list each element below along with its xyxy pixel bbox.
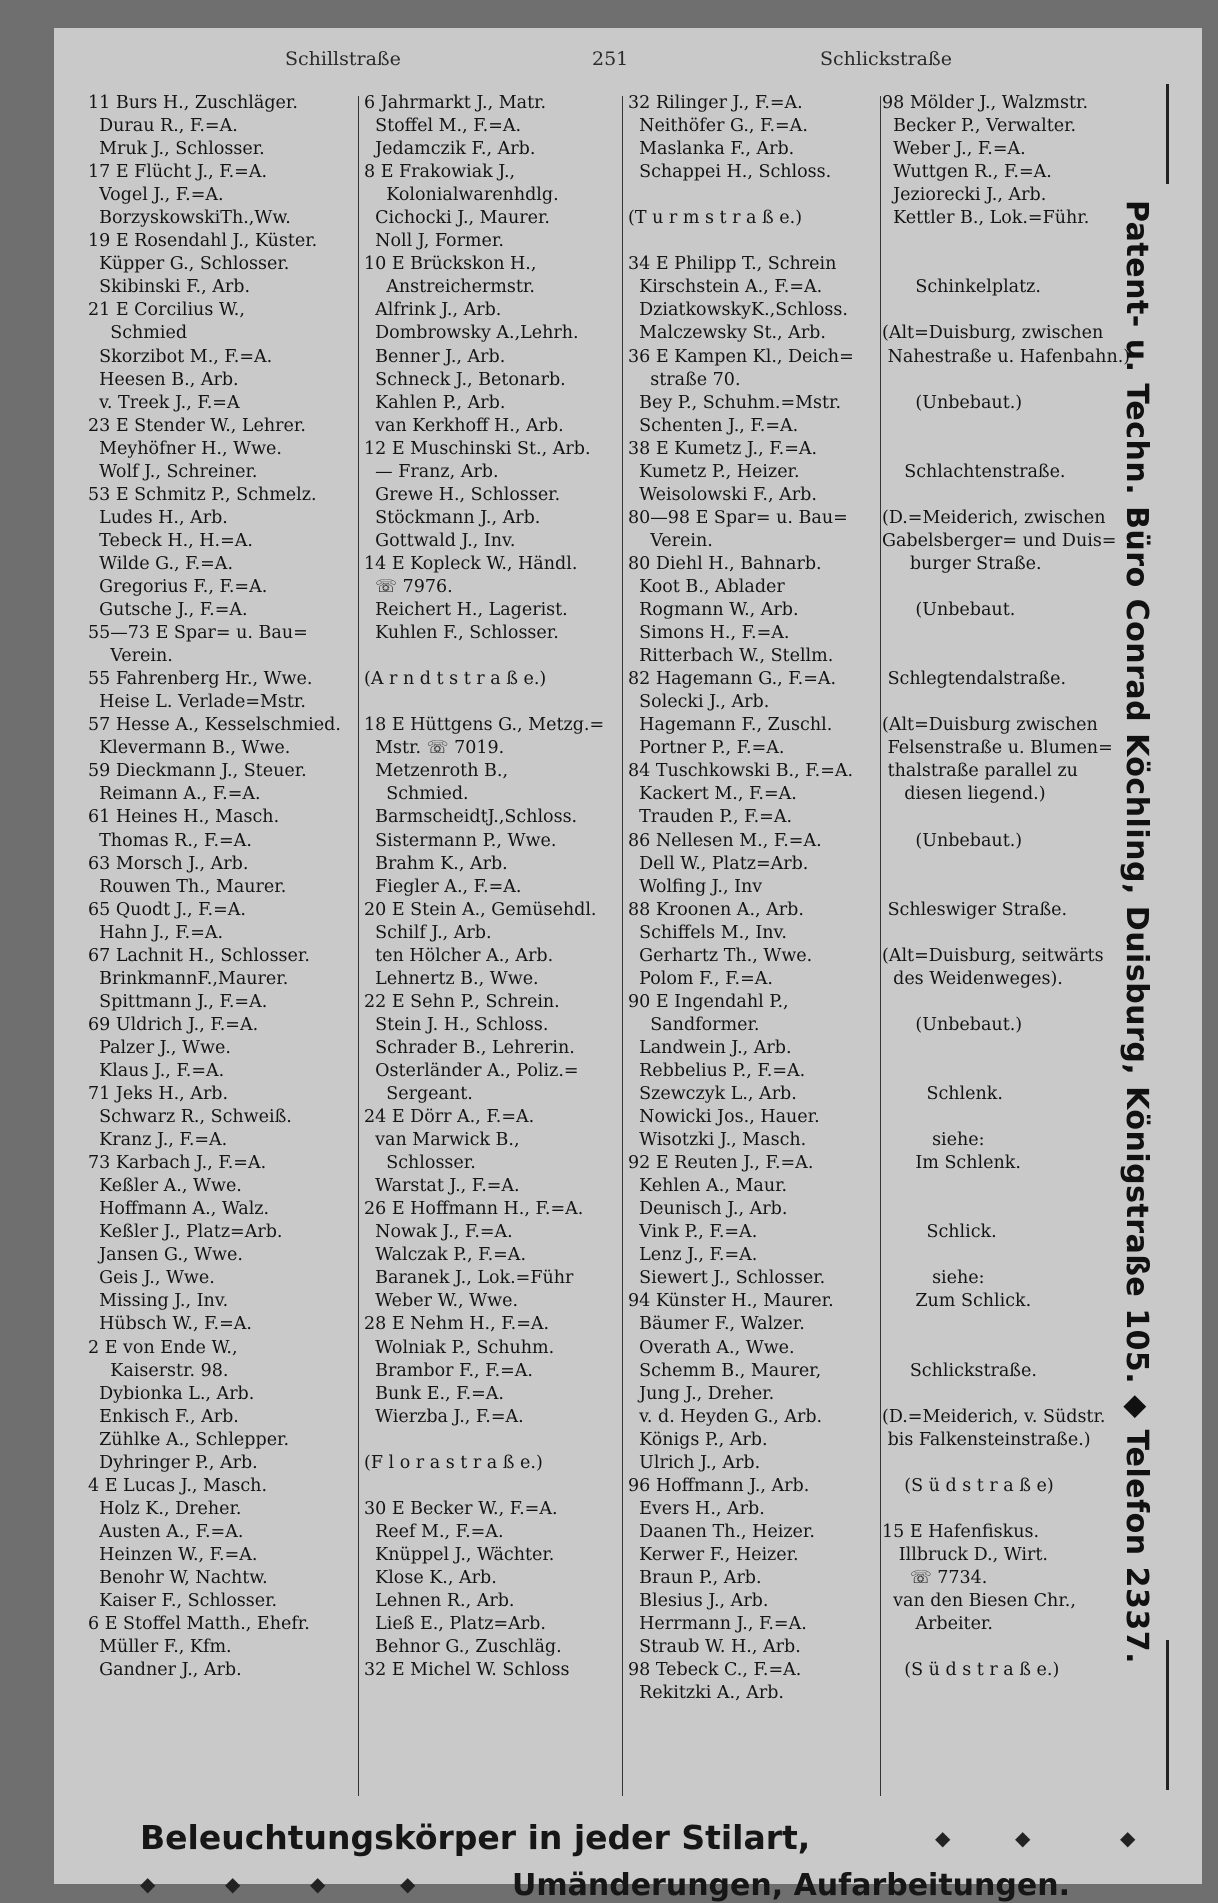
directory-entry: siehe: xyxy=(882,1130,985,1151)
directory-column-1 xyxy=(88,92,356,1682)
directory-entry: Kolonialwarenhdlg. xyxy=(364,185,559,206)
directory-entry: Heesen B., Arb. xyxy=(88,369,239,390)
directory-entry: 23 E Stender W., Lehrer. xyxy=(88,415,306,436)
directory-entry: Wolf J., Schreiner. xyxy=(88,461,258,482)
running-head-right: Schlickstraße xyxy=(820,48,952,70)
directory-entry: Schneck J., Betonarb. xyxy=(364,369,566,390)
directory-entry: Nowak J., F.=A. xyxy=(364,1222,513,1243)
directory-entry: Gerhartz Th., Wwe. xyxy=(628,945,813,966)
directory-entry: (D.=Meiderich, zwischen xyxy=(882,507,1106,528)
directory-entry: Stein J. H., Schloss. xyxy=(364,1014,549,1035)
directory-entry: Gandner J., Arb. xyxy=(88,1660,242,1681)
directory-entry: Schilf J., Arb. xyxy=(364,922,492,943)
directory-entry: Anstreichermstr. xyxy=(364,277,535,298)
directory-entry: BrinkmannF.,Maurer. xyxy=(88,968,289,989)
directory-entry xyxy=(364,645,620,668)
directory-entry: Schrader B., Lehrerin. xyxy=(364,1037,575,1058)
ornament-diamond: ◆ xyxy=(1120,1826,1136,1850)
directory-entry: Hagemann F., Zuschl. xyxy=(628,715,833,736)
directory-entry: Austen A., F.=A. xyxy=(88,1521,244,1542)
directory-entry xyxy=(882,645,1144,668)
directory-entry: Warstat J., F.=A. xyxy=(364,1176,520,1197)
directory-entry: Verein. xyxy=(88,646,173,667)
directory-entry xyxy=(882,1106,1144,1129)
directory-entry: Felsenstraße u. Blumen= xyxy=(882,738,1113,759)
directory-entry: 96 Hoffmann J., Arb. xyxy=(628,1475,810,1496)
directory-entry: Kahlen P., Arb. xyxy=(364,392,506,413)
page-number: 251 xyxy=(592,48,629,70)
directory-entry: Ludes H., Arb. xyxy=(88,507,228,528)
directory-entry: Rebbelius P., F.=A. xyxy=(628,1060,806,1081)
directory-entry: Cichocki J., Maurer. xyxy=(364,208,550,229)
directory-entry xyxy=(882,1037,1144,1060)
directory-entry: Schappei H., Schloss. xyxy=(628,162,832,183)
directory-entry: Baranek J., Lok.=Führ xyxy=(364,1268,574,1289)
directory-entry: (Alt=Duisburg, seitwärts xyxy=(882,945,1104,966)
directory-entry: 71 Jeks H., Arb. xyxy=(88,1084,229,1105)
directory-entry: 55 Fahrenberg Hr., Wwe. xyxy=(88,669,313,690)
directory-entry: Dyhringer P., Arb. xyxy=(88,1452,258,1473)
directory-entry xyxy=(364,691,620,714)
directory-entry: Bäumer F., Walzer. xyxy=(628,1314,805,1335)
directory-entry: 98 Tebeck C., F.=A. xyxy=(628,1660,802,1681)
directory-entry: Grewe H., Schlosser. xyxy=(364,484,561,505)
directory-entry: Schiffels M., Inv. xyxy=(628,922,787,943)
directory-entry: 28 E Nehm H., F.=A. xyxy=(364,1314,550,1335)
directory-entry: Klaus J., F.=A. xyxy=(88,1060,225,1081)
directory-entry: Polom F., F.=A. xyxy=(628,968,773,989)
directory-entry: Deunisch J., Arb. xyxy=(628,1199,788,1220)
directory-entry: 63 Morsch J., Arb. xyxy=(88,853,249,874)
directory-entry xyxy=(882,1498,1144,1521)
directory-entry xyxy=(628,184,878,207)
directory-entry: Kumetz P., Heizer. xyxy=(628,461,800,482)
directory-entry: Palzer J., Wwe. xyxy=(88,1037,231,1058)
directory-entry: Keßler A., Wwe. xyxy=(88,1176,242,1197)
directory-entry: (Unbebaut.) xyxy=(882,830,1023,851)
directory-entry: Kettler B., Lok.=Führ. xyxy=(882,208,1090,229)
directory-entry: Kaiserstr. 98. xyxy=(88,1360,229,1381)
directory-entry: Noll J, Former. xyxy=(364,231,504,252)
directory-entry: 84 Tuschkowski B., F.=A. xyxy=(628,761,854,782)
directory-entry: 67 Lachnit H., Schlosser. xyxy=(88,945,310,966)
column-divider xyxy=(358,96,359,1796)
directory-entry: Benner J., Arb. xyxy=(364,346,506,367)
directory-entry: Mruk J., Schlosser. xyxy=(88,139,265,160)
directory-entry: 20 E Stein A., Gemüsehdl. xyxy=(364,899,597,920)
directory-entry: Schlenk. xyxy=(882,1084,1003,1105)
directory-entry: Schinkelplatz. xyxy=(882,277,1041,298)
directory-entry: (A r n d t s t r a ß e.) xyxy=(364,669,547,690)
directory-entry: Wisotzki J., Masch. xyxy=(628,1130,807,1151)
directory-entry: Sergeant. xyxy=(364,1084,473,1105)
directory-entry xyxy=(882,1060,1144,1083)
directory-entry: 6 E Stoffel Matth., Ehefr. xyxy=(88,1614,310,1635)
directory-entry xyxy=(882,1452,1144,1475)
directory-column-3 xyxy=(628,92,878,1705)
directory-entry xyxy=(882,1337,1144,1360)
directory-entry: Vogel J., F.=A. xyxy=(88,185,224,206)
directory-entry: Neithöfer G., F.=A. xyxy=(628,116,808,137)
directory-entry: Trauden P., F.=A. xyxy=(628,807,793,828)
directory-entry: 24 E Dörr A., F.=A. xyxy=(364,1107,535,1128)
directory-entry: 55—73 E Spar= u. Bau= xyxy=(88,623,308,644)
directory-entry: Sistermann P., Wwe. xyxy=(364,830,557,851)
directory-entry xyxy=(628,230,878,253)
directory-entry: Bunk E., F.=A. xyxy=(364,1383,504,1404)
directory-entry: 15 E Hafenfiskus. xyxy=(882,1521,1040,1542)
directory-entry: Schleswiger Straße. xyxy=(882,899,1068,920)
directory-entry: Heinzen W., F.=A. xyxy=(88,1544,258,1565)
directory-entry: Missing J., Inv. xyxy=(88,1291,229,1312)
directory-entry xyxy=(882,991,1144,1014)
directory-entry: Durau R., F.=A. xyxy=(88,116,238,137)
directory-entry: siehe: xyxy=(882,1268,985,1289)
directory-entry: (S ü d s t r a ß e.) xyxy=(882,1660,1060,1681)
directory-entry: Lehnen R., Arb. xyxy=(364,1591,515,1612)
directory-entry: Ulrich J., Arb. xyxy=(628,1452,761,1473)
directory-entry xyxy=(882,922,1144,945)
directory-entry: Wolniak P., Schuhm. xyxy=(364,1337,555,1358)
directory-entry: Jeziorecki J., Arb. xyxy=(882,185,1047,206)
directory-entry: v. Treek J., F.=A xyxy=(88,392,240,413)
directory-entry xyxy=(882,1383,1144,1406)
directory-entry: 73 Karbach J., F.=A. xyxy=(88,1153,267,1174)
directory-entry: Kuhlen F., Schlosser. xyxy=(364,623,559,644)
directory-entry: (T u r m s t r a ß e.) xyxy=(628,208,803,229)
directory-entry: 6 Jahrmarkt J., Matr. xyxy=(364,93,547,113)
ornament-diamond: ◆ xyxy=(1015,1826,1031,1850)
directory-entry: 90 E Ingendahl P., xyxy=(628,991,789,1012)
directory-entry: Zum Schlick. xyxy=(882,1291,1032,1312)
directory-entry: Szewczyk L., Arb. xyxy=(628,1084,797,1105)
directory-entry: (Unbebaut.) xyxy=(882,392,1023,413)
directory-entry: bis Falkensteinstraße.) xyxy=(882,1429,1091,1450)
directory-entry xyxy=(882,484,1144,507)
directory-entry: 4 E Lucas J., Masch. xyxy=(88,1475,268,1496)
directory-entry xyxy=(882,806,1144,829)
directory-entry: Walczak P., F.=A. xyxy=(364,1245,527,1266)
directory-entry: Ließ E., Platz=Arb. xyxy=(364,1614,546,1635)
directory-entry xyxy=(882,691,1144,714)
directory-entry: Keßler J., Platz=Arb. xyxy=(88,1222,283,1243)
directory-entry: Braun P., Arb. xyxy=(628,1568,762,1588)
directory-entry: 17 E Flücht J., F.=A. xyxy=(88,162,268,183)
directory-entry: 32 E Michel W. Schloss xyxy=(364,1660,570,1681)
directory-entry: Vink P., F.=A. xyxy=(628,1222,758,1243)
directory-entry: Meyhöfner H., Wwe. xyxy=(88,438,282,459)
ornament-diamond: ◆ xyxy=(935,1826,951,1850)
directory-entry: Enkisch F., Arb. xyxy=(88,1406,239,1427)
directory-entry: Skibinski F., Arb. xyxy=(88,277,251,298)
directory-entry: Lehnertz B., Wwe. xyxy=(364,968,539,989)
directory-entry: Schenten J., F.=A. xyxy=(628,415,799,436)
directory-column-4 xyxy=(882,92,1144,1682)
directory-entry: Wuttgen R., F.=A. xyxy=(882,162,1052,183)
footer-ad-line-1: Beleuchtungskörper in jeder Stilart, xyxy=(140,1818,811,1857)
directory-entry: Wierzba J., F.=A. xyxy=(364,1406,524,1427)
directory-entry: Nowicki Jos., Hauer. xyxy=(628,1107,820,1128)
directory-entry: 69 Uldrich J., F.=A. xyxy=(88,1014,259,1035)
directory-entry: 86 Nellesen M., F.=A. xyxy=(628,830,822,851)
directory-entry: Schlegtendalstraße. xyxy=(882,669,1067,690)
directory-entry: (Alt=Duisburg, zwischen xyxy=(882,323,1104,344)
directory-entry: 12 E Muschinski St., Arb. xyxy=(364,438,591,459)
directory-entry: Wilde G., F.=A. xyxy=(88,553,234,574)
directory-entry: van den Biesen Chr., xyxy=(882,1591,1076,1612)
directory-entry: 32 Rilinger J., F.=A. xyxy=(628,93,803,113)
directory-entry: Küpper G., Schlosser. xyxy=(88,254,290,275)
directory-entry: — Franz, Arb. xyxy=(364,461,499,482)
directory-entry: Becker P., Verwalter. xyxy=(882,116,1077,137)
directory-entry: Stoffel M., F.=A. xyxy=(364,116,522,137)
directory-entry: Skorzibot M., F.=A. xyxy=(88,346,273,367)
directory-entry xyxy=(882,230,1144,253)
directory-entry: BarmscheidtJ.,Schloss. xyxy=(364,807,578,828)
directory-entry: Hahn J., F.=A. xyxy=(88,922,224,943)
directory-entry: thalstraße parallel zu xyxy=(882,761,1078,782)
directory-entry: Dybionka L., Arb. xyxy=(88,1383,255,1404)
directory-entry: Metzenroth B., xyxy=(364,761,509,782)
directory-entry xyxy=(882,1313,1144,1336)
directory-entry: Klevermann B., Wwe. xyxy=(88,738,291,759)
directory-entry: 57 Hesse A., Kesselschmied. xyxy=(88,715,341,736)
sidebar-advertisement: Patent- u. Techn. Büro Conrad Köchling, Duisburg, Königstraße 105. ◆ Telefon 2337. xyxy=(1119,200,1154,1664)
directory-entry: Daanen Th., Heizer. xyxy=(628,1521,815,1542)
directory-entry xyxy=(882,1198,1144,1221)
directory-entry: (Unbebaut.) xyxy=(882,1014,1023,1035)
directory-entry: Blesius J., Arb. xyxy=(628,1591,769,1612)
directory-entry: ☏ 7734. xyxy=(882,1568,988,1588)
directory-entry: Siewert J., Schlosser. xyxy=(628,1268,826,1289)
directory-entry: 59 Dieckmann J., Steuer. xyxy=(88,761,307,782)
directory-entry: Kaiser F., Schlosser. xyxy=(88,1591,278,1612)
directory-entry: Lenz J., F.=A. xyxy=(628,1245,758,1266)
directory-entry: Maslanka F., Arb. xyxy=(628,139,795,160)
directory-entry: Rouwen Th., Maurer. xyxy=(88,876,287,897)
directory-entry: Koot B., Ablader xyxy=(628,576,785,597)
directory-entry: (Alt=Duisburg zwischen xyxy=(882,715,1098,736)
directory-entry: 38 E Kumetz J., F.=A. xyxy=(628,438,818,459)
directory-entry: 65 Quodt J., F.=A. xyxy=(88,899,246,920)
directory-entry: DziatkowskyK.,Schloss. xyxy=(628,300,848,321)
directory-entry: Jansen G., Wwe. xyxy=(88,1245,243,1266)
directory-entry xyxy=(882,1244,1144,1267)
directory-entry: Sandformer. xyxy=(628,1014,760,1035)
directory-entry: Rogmann W., Arb. xyxy=(628,600,799,621)
directory-entry: 10 E Brückskon H., xyxy=(364,254,537,275)
directory-entry: 8 E Frakowiak J., xyxy=(364,162,516,183)
directory-entry: 14 E Kopleck W., Händl. xyxy=(364,553,578,574)
directory-entry: 21 E Corcilius W., xyxy=(88,300,245,321)
directory-entry: 34 E Philipp T., Schrein xyxy=(628,254,837,275)
directory-entry: ten Hölcher A., Arb. xyxy=(364,945,554,966)
directory-entry: 94 Künster H., Maurer. xyxy=(628,1291,834,1312)
directory-entry: Schlick. xyxy=(882,1222,997,1243)
directory-entry: Mstr. ☏ 7019. xyxy=(364,738,505,759)
directory-entry: Reef M., F.=A. xyxy=(364,1521,504,1542)
directory-entry xyxy=(882,576,1144,599)
directory-entry: Herrmann J., F.=A. xyxy=(628,1614,807,1635)
directory-entry: 30 E Becker W., F.=A. xyxy=(364,1498,558,1519)
directory-entry: Portner P., F.=A. xyxy=(628,738,785,759)
directory-entry xyxy=(882,876,1144,899)
directory-entry: Ritterbach W., Stellm. xyxy=(628,646,834,667)
directory-entry: Gregorius F., F.=A. xyxy=(88,576,268,597)
directory-entry: Weber W., Wwe. xyxy=(364,1291,519,1312)
directory-entry: 92 E Reuten J., F.=A. xyxy=(628,1153,814,1174)
directory-entry: Gabelsberger= und Duis= xyxy=(882,530,1117,551)
directory-entry: burger Straße. xyxy=(882,553,1042,574)
sidebar-rule-top xyxy=(1166,84,1169,184)
directory-entry: Rekitzki A., Arb. xyxy=(628,1683,784,1704)
directory-entry: des Weidenweges). xyxy=(882,968,1063,989)
directory-entry: Gutsche J., F.=A. xyxy=(88,600,248,621)
directory-entry: van Marwick B., xyxy=(364,1130,520,1151)
directory-entry: Arbeiter. xyxy=(882,1614,993,1635)
directory-entry: Müller F., Kfm. xyxy=(88,1637,232,1658)
sidebar-rule-bottom xyxy=(1166,1640,1169,1790)
directory-entry: Fiegler A., F.=A. xyxy=(364,876,522,897)
running-head-left: Schillstraße xyxy=(285,48,401,70)
directory-entry: 88 Kroonen A., Arb. xyxy=(628,899,804,920)
directory-entry: Schwarz R., Schweiß. xyxy=(88,1107,292,1128)
directory-entry: Klose K., Arb. xyxy=(364,1568,497,1588)
directory-entry: 18 E Hüttgens G., Metzg.= xyxy=(364,715,605,736)
directory-entry: Thomas R., F.=A. xyxy=(88,830,252,851)
directory-column-2 xyxy=(364,92,620,1682)
directory-entry: Heise L. Verlade=Mstr. xyxy=(88,692,306,713)
directory-entry: Jedamczik F., Arb. xyxy=(364,139,536,160)
directory-entry: Landwein J., Arb. xyxy=(628,1037,792,1058)
directory-entry: 61 Heines H., Masch. xyxy=(88,807,280,828)
directory-entry: Tebeck H., H.=A. xyxy=(88,530,253,551)
directory-entry xyxy=(882,622,1144,645)
column-divider xyxy=(622,96,623,1796)
directory-entry: (S ü d s t r a ß e) xyxy=(882,1475,1054,1496)
directory-entry: 19 E Rosendahl J., Küster. xyxy=(88,231,318,252)
directory-entry: Kirschstein A., F.=A. xyxy=(628,277,823,298)
directory-entry: 80 Diehl H., Bahnarb. xyxy=(628,553,822,574)
footer-ad-line-2: Umänderungen, Aufarbeitungen. xyxy=(512,1868,1070,1903)
directory-entry xyxy=(882,438,1144,461)
directory-entry: Bey P., Schuhm.=Mstr. xyxy=(628,392,842,413)
directory-entry xyxy=(882,1175,1144,1198)
directory-entry: (D.=Meiderich, v. Südstr. xyxy=(882,1406,1106,1427)
directory-entry: (Unbebaut. xyxy=(882,600,1016,621)
directory-entry xyxy=(882,369,1144,392)
directory-entry: Brahm K., Arb. xyxy=(364,853,508,874)
directory-entry: Spittmann J., F.=A. xyxy=(88,991,268,1012)
directory-entry: Stöckmann J., Arb. xyxy=(364,507,541,528)
directory-entry: Simons H., F.=A. xyxy=(628,623,790,644)
directory-entry: Overath A., Wwe. xyxy=(628,1337,795,1358)
directory-entry: Schlickstraße. xyxy=(882,1360,1037,1381)
directory-entry: Illbruck D., Wirt. xyxy=(882,1544,1048,1565)
directory-entry: Im Schlenk. xyxy=(882,1153,1021,1174)
directory-entry: Hoffmann A., Walz. xyxy=(88,1199,270,1220)
directory-entry: Holz K., Dreher. xyxy=(88,1498,242,1519)
directory-entry: Osterländer A., Poliz.= xyxy=(364,1060,579,1081)
directory-entry: Schlachtenstraße. xyxy=(882,461,1066,482)
directory-entry: Kerwer F., Heizer. xyxy=(628,1544,799,1565)
directory-entry: Weber J., F.=A. xyxy=(882,139,1026,160)
directory-entry: Solecki J., Arb. xyxy=(628,692,770,713)
directory-entry: Gottwald J., Inv. xyxy=(364,530,516,551)
directory-entry: 22 E Sehn P., Schrein. xyxy=(364,991,560,1012)
directory-entry: Alfrink J., Arb. xyxy=(364,300,502,321)
directory-entry: 80—98 E Spar= u. Bau= xyxy=(628,507,848,528)
directory-entry: Knüppel J., Wächter. xyxy=(364,1544,555,1565)
directory-entry xyxy=(882,253,1144,276)
directory-entry: Dell W., Platz=Arb. xyxy=(628,853,809,874)
column-divider xyxy=(880,96,881,1796)
directory-entry: Königs P., Arb. xyxy=(628,1429,768,1450)
directory-entry: Benohr W, Nachtw. xyxy=(88,1568,268,1588)
directory-entry: BorzyskowskiTh.,Ww. xyxy=(88,208,291,229)
directory-entry xyxy=(882,853,1144,876)
directory-entry: Kehlen A., Maur. xyxy=(628,1176,788,1197)
directory-entry: ☏ 7976. xyxy=(364,576,453,597)
directory-entry: Behnor G., Zuschläg. xyxy=(364,1637,562,1658)
directory-entry: Brambor F., F.=A. xyxy=(364,1360,533,1381)
directory-entry: 36 E Kampen Kl., Deich= xyxy=(628,346,854,367)
ornament-diamond: ◆ xyxy=(400,1872,416,1896)
directory-entry: 98 Mölder J., Walzmstr. xyxy=(882,93,1089,113)
directory-entry: Malczewsky St., Arb. xyxy=(628,323,826,344)
directory-entry xyxy=(882,415,1144,438)
directory-entry: diesen liegend.) xyxy=(882,784,1046,805)
directory-entry: 11 Burs H., Zuschläger. xyxy=(88,93,298,113)
directory-entry: Dombrowsky A.,Lehrh. xyxy=(364,323,579,344)
directory-entry: Verein. xyxy=(628,530,713,551)
directory-entry: Kackert M., F.=A. xyxy=(628,784,797,805)
directory-entry: van Kerkhoff H., Arb. xyxy=(364,415,564,436)
directory-entry xyxy=(882,299,1144,322)
directory-entry: 53 E Schmitz P., Schmelz. xyxy=(88,484,317,505)
directory-entry: Straub W. H., Arb. xyxy=(628,1637,801,1658)
directory-entry: Nahestraße u. Hafenbahn.) xyxy=(882,346,1131,367)
directory-entry: Hübsch W., F.=A. xyxy=(88,1314,252,1335)
directory-entry: straße 70. xyxy=(628,369,741,390)
directory-entry: Reimann A., F.=A. xyxy=(88,784,261,805)
directory-entry: v. d. Heyden G., Arb. xyxy=(628,1406,823,1427)
directory-entry: Wolfing J., Inv xyxy=(628,876,763,897)
directory-entry: Zühlke A., Schlepper. xyxy=(88,1429,290,1450)
directory-entry: Jung J., Dreher. xyxy=(628,1383,775,1404)
directory-entry: Reichert H., Lagerist. xyxy=(364,600,568,621)
directory-entry xyxy=(364,1475,620,1498)
directory-entry: 2 E von Ende W., xyxy=(88,1337,238,1358)
directory-entry: 26 E Hoffmann H., F.=A. xyxy=(364,1199,584,1220)
directory-entry: Schmied xyxy=(88,323,188,344)
directory-entry: Geis J., Wwe. xyxy=(88,1268,215,1289)
directory-entry: Schlosser. xyxy=(364,1153,476,1174)
directory-entry: (F l o r a s t r a ß e.) xyxy=(364,1452,543,1473)
ornament-diamond: ◆ xyxy=(140,1872,156,1896)
directory-entry: 82 Hagemann G., F.=A. xyxy=(628,669,837,690)
ornament-diamond: ◆ xyxy=(310,1872,326,1896)
directory-entry xyxy=(364,1429,620,1452)
directory-entry: Evers H., Arb. xyxy=(628,1498,765,1519)
directory-entry: Weisolowski F., Arb. xyxy=(628,484,817,505)
directory-entry: Schemm B., Maurer, xyxy=(628,1360,822,1381)
directory-entry xyxy=(882,1636,1144,1659)
ornament-diamond: ◆ xyxy=(225,1872,241,1896)
directory-entry: Kranz J., F.=A. xyxy=(88,1130,228,1151)
directory-entry: Schmied. xyxy=(364,784,469,805)
